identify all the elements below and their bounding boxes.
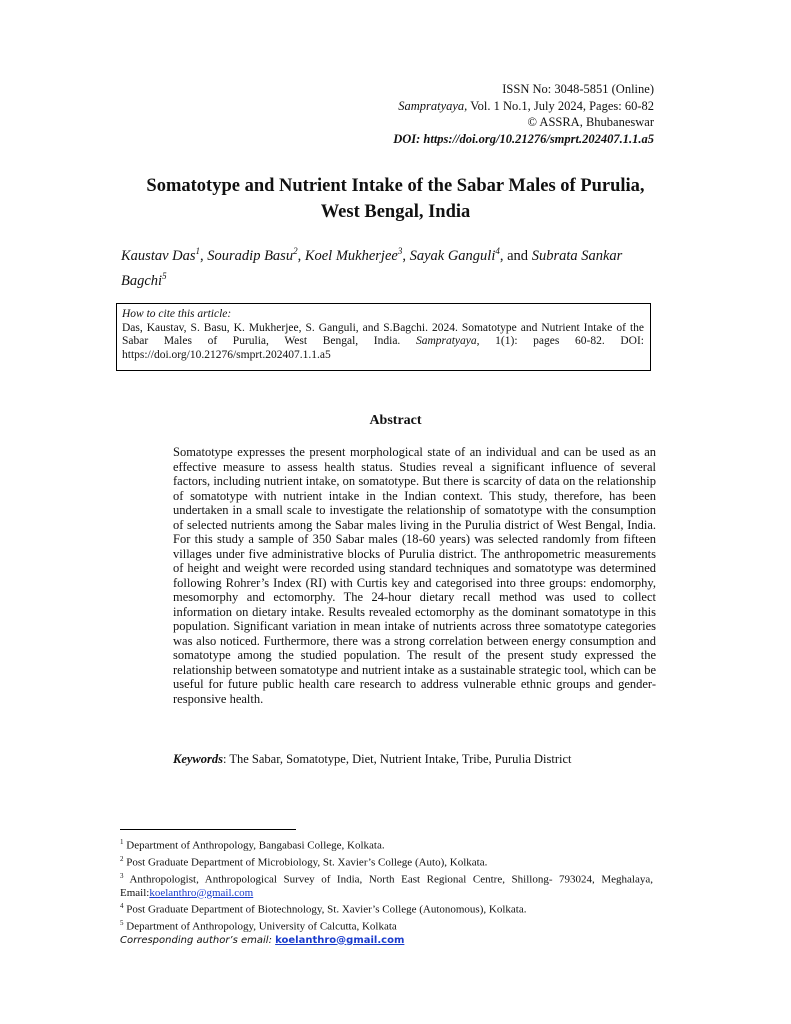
author-affiliation-mark: 4 bbox=[495, 246, 500, 256]
abstract-heading: Abstract bbox=[369, 413, 422, 428]
footnote-divider bbox=[120, 829, 296, 830]
footnote-mark: 5 bbox=[120, 918, 124, 927]
author-affiliation-mark: 1 bbox=[195, 246, 201, 256]
footnote bbox=[120, 900, 653, 917]
corresponding-author bbox=[120, 934, 653, 948]
footnote-text: Department of Anthropology, University of Calcutta, Kolkata bbox=[123, 920, 397, 933]
footnote-mark: 2 bbox=[120, 854, 124, 863]
keywords-list: : The Sabar, Somatotype, Diet, Nutrient Intake, Tribe, Purulia District bbox=[223, 752, 572, 766]
citation-journal: Sampratyaya, bbox=[415, 335, 480, 347]
footnote-text: Department of Anthropology, Bangabasi College, Kolkata. bbox=[123, 839, 385, 852]
doi-link[interactable]: DOI: https://doi.org/10.21276/smprt.202407.1.1.a5 bbox=[393, 131, 654, 146]
corresponding-label: Corresponding author’s email: bbox=[120, 934, 276, 946]
footnotes bbox=[120, 836, 653, 948]
footnote-mark: 1 bbox=[120, 838, 124, 846]
paper-title bbox=[90, 173, 701, 225]
corresponding-email-link[interactable]: koelanthro@gmail.com bbox=[275, 934, 405, 946]
footnote-text: Anthropologist, Anthropological Survey of India, North East Regional Centre, Shillong- 793024, Meghalaya, Email: bbox=[120, 873, 653, 899]
author-list: Kaustav Das$^1$, Souradip Basu$^2$, Koel Mukherjee$^3$, Sayak Ganguli$^4$, and Subrata Sankar Bagchi$^5$ bbox=[121, 246, 623, 289]
citation-text-after: 1(1): pages 60-82. DOI: https://doi.org/10.21276/smprt.202407.1.1.a5 bbox=[122, 335, 644, 361]
citation-text bbox=[122, 322, 650, 363]
footnote-mark: 4 bbox=[120, 901, 124, 910]
footnote bbox=[120, 853, 653, 870]
footnote-mark: 3 bbox=[120, 871, 124, 880]
volume-info: Vol. 1 No.1, July 2024, Pages: 60-82 bbox=[467, 98, 654, 113]
title-line-1: Somatotype and Nutrient Intake of the Sabar Males of Purulia, bbox=[146, 176, 645, 196]
footnote bbox=[120, 917, 653, 934]
keywords-label: Keywords bbox=[173, 752, 223, 766]
authors-and: and bbox=[507, 247, 529, 264]
author-name: Subrata Sankar Bagchi bbox=[121, 247, 623, 289]
author-name: Souradip Basu bbox=[207, 247, 294, 264]
journal-name: Sampratyaya, bbox=[398, 98, 468, 113]
author-affiliation-mark: 5 bbox=[162, 270, 167, 281]
abstract-body: Somatotype expresses the present morphological state of an individual and can be used as an effective measure to assess health status. Studies reveal a significant influence of several factors, including nutrient intake, on somatotype. But there is scarcity of data on the relationship of somatotype with nutrient intake in the Indian context. This study, therefore, has been undertaken in a small scale to investigate the relationship of somatotype with the consumption of selected nutrients among the Sabar males living in the Purulia district of West Bengal, India. For this study a sample of 350 Sabar males (18-60 years) was selected randomly from fifteen villages under five administrative blocks of Purulia district. The anthropometric measurements of height and weight were recorded using standard techniques and somatotype was determined following Rohrer’s Index (RI) with Curtis key and categorised into three groups: endomorphy, mesomorphy and ectomorphy. The 24-hour dietary recall method was used to collect information on dietary intake. Results revealed ectomorphy as the dominant somatotype in this population. Significant variation in mean intake of nutrients across three somatotype categories was also noticed. Furthermore, there was a strong correlation between energy consumption and somatotype among the studied population. The result of the present study expressed the relationship between somatotype and nutrient intake as a sustainable strategic tool, which can be useful for future public health care research to address vulnerable ethnic groups and gender-responsive health. bbox=[173, 445, 656, 706]
footnote-email-link[interactable]: koelanthro@gmail.com bbox=[149, 886, 254, 899]
journal-volume bbox=[393, 98, 654, 115]
issn: ISSN No: 3048-5851 (Online) bbox=[502, 82, 654, 96]
citation-label: How to cite this article: bbox=[122, 308, 232, 320]
journal-header bbox=[393, 81, 654, 147]
citation-text-before: Das, Kaustav, S. Basu, K. Mukherjee, S. Ganguli, and S.Bagchi. 2024. Somatotype and Nutrient Intake of the Sabar Males of Purulia, West Bengal, India. bbox=[122, 321, 644, 347]
keywords bbox=[173, 752, 572, 767]
footnote bbox=[120, 870, 653, 900]
author-affiliation-mark: 3 bbox=[397, 246, 403, 256]
copyright: © ASSRA, Bhubaneswar bbox=[527, 115, 654, 129]
footnote-text: Post Graduate Department of Microbiology, St. Xavier’s College (Auto), Kolkata. bbox=[123, 856, 488, 869]
footnote bbox=[120, 836, 653, 853]
author-name: Sayak Ganguli bbox=[409, 247, 496, 264]
author-name: Koel Mukherjee bbox=[304, 247, 398, 264]
author-name: Kaustav Das bbox=[121, 247, 196, 264]
citation-box bbox=[116, 303, 651, 371]
footnote-text: Post Graduate Department of Biotechnology, St. Xavier’s College (Autonomous), Kolkata. bbox=[123, 903, 527, 916]
author-affiliation-mark: 2 bbox=[293, 246, 298, 256]
title-line-2: West Bengal, India bbox=[320, 202, 471, 222]
